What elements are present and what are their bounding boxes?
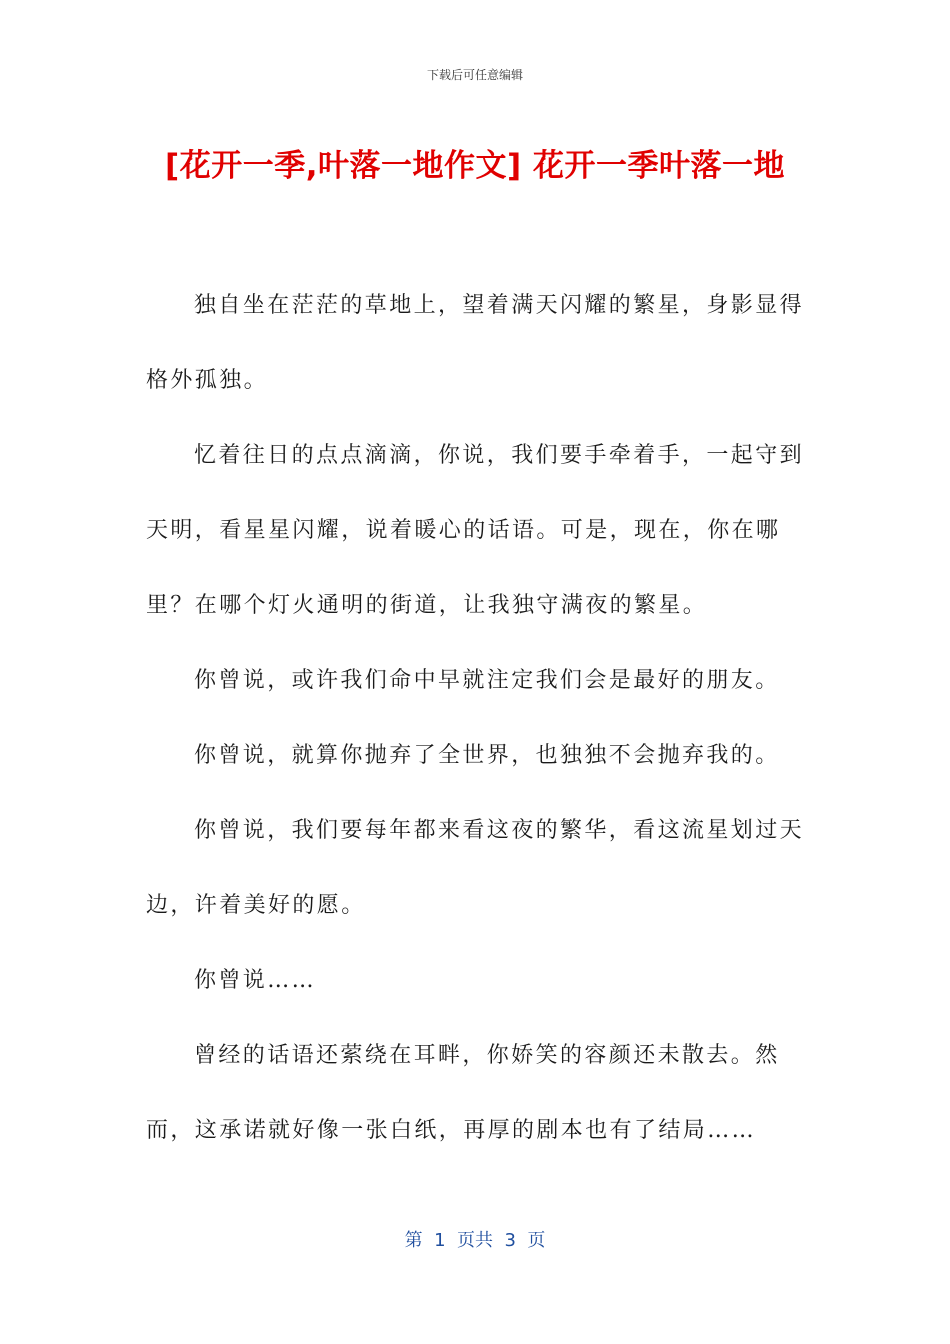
paragraph-6: 你曾说…… bbox=[194, 968, 317, 993]
paragraph-3: 你曾说，或许我们命中早就注定我们会是最好的朋友。 bbox=[194, 668, 780, 693]
document-title: [花开一季,叶落一地作文] 花开一季叶落一地 bbox=[165, 148, 785, 184]
page-number-footer: 第 1 页共 3 页 bbox=[404, 1230, 546, 1251]
paragraph-4: 你曾说，就算你抛弃了全世界，也独独不会抛弃我的。 bbox=[194, 743, 780, 768]
paragraph-7: 曾经的话语还萦绕在耳畔，你娇笑的容颜还未散去。然而，这承诺就好像一张白纸，再厚的剧本也有了结局…… bbox=[146, 1043, 780, 1143]
paragraph-2: 忆着往日的点点滴滴，你说，我们要手牵着手，一起守到天明，看星星闪耀，说着暖心的话语。可是，现在，你在哪里？在哪个灯火通明的街道，让我独守满夜的繁星。 bbox=[146, 443, 805, 618]
document-body bbox=[146, 268, 810, 1168]
paragraph-5: 你曾说，我们要每年都来看这夜的繁华，看这流星划过天边，许着美好的愿。 bbox=[146, 818, 805, 918]
header-note: 下载后可任意编辑 bbox=[426, 68, 523, 82]
paragraph-1: 独自坐在茫茫的草地上，望着满天闪耀的繁星，身影显得格外孤独。 bbox=[146, 293, 805, 393]
